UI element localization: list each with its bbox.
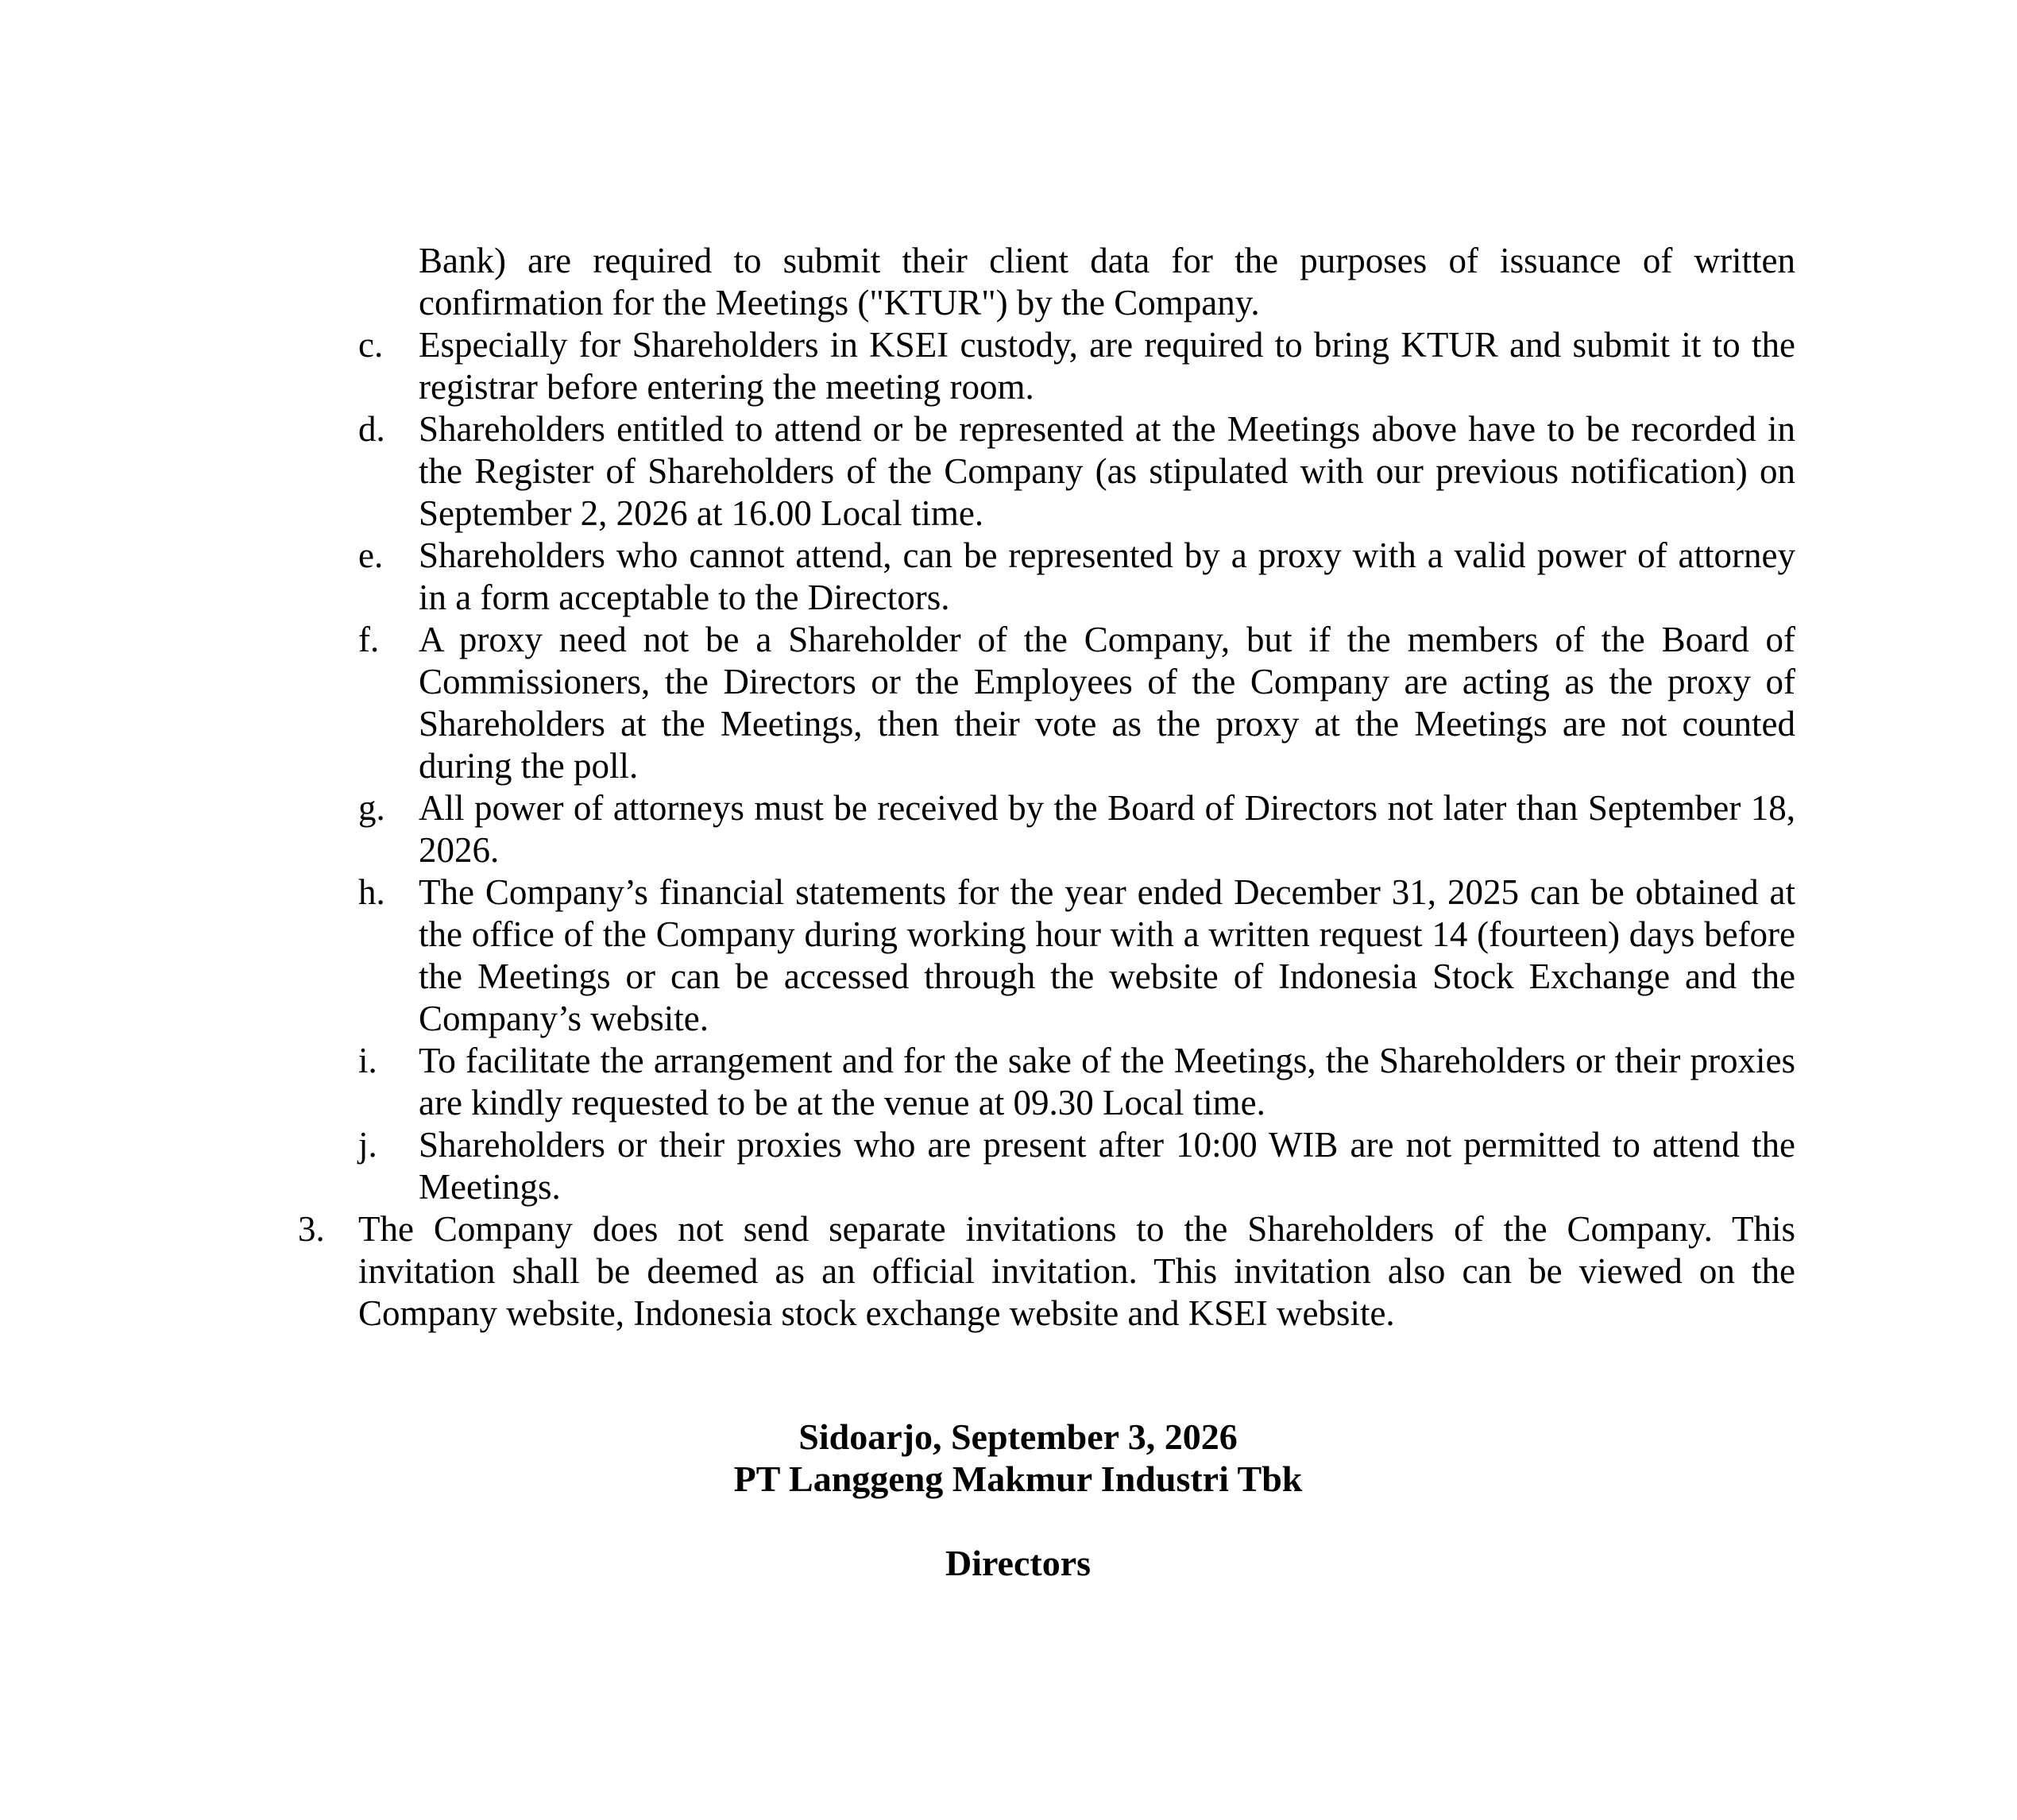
list-item (358, 871, 1795, 1040)
numbered-item (298, 1208, 1795, 1335)
item-label: h. (358, 872, 385, 912)
item-text: The Company’s financial statements for the year ended December 31, 2025 can be obtained at the office of the Company during working hour with a written request 14 (fourteen) days before the Meetings or can be accessed through the website of Indonesia Stock Exchange and the Company’s website. (419, 872, 1795, 1038)
item-text: To facilitate the arrangement and for the sake of the Meetings, the Shareholders or their proxies are kindly requested to be at the venue at 09.30 Local time. (419, 1041, 1795, 1123)
signature-spacer (298, 1500, 1738, 1542)
list-item (358, 1040, 1795, 1124)
list-item (358, 535, 1795, 619)
list-item (358, 408, 1795, 535)
item-number: 3. (298, 1209, 325, 1249)
item-label: g. (358, 788, 385, 828)
continuation-paragraph: Bank) are required to submit their client data for the purposes of issuance of written confirmation for the Meetings ("KTUR") by the Company. (419, 241, 1795, 323)
item-label: f. (358, 620, 380, 659)
item-label: e. (358, 535, 384, 575)
signature-block (298, 1416, 1738, 1584)
list-item (358, 787, 1795, 871)
signatory-role: Directors (945, 1543, 1092, 1583)
place-date: Sidoarjo, September 3, 2026 (798, 1416, 1238, 1457)
item-label: i. (358, 1041, 377, 1080)
list-item (358, 324, 1795, 408)
item-label: d. (358, 409, 385, 449)
item-text: A proxy need not be a Shareholder of the Company, but if the members of the Board of Commissioners, the Directors or the Employees of the Company are acting as the proxy of Shareholders at the Meetings, then their vote as the proxy at the Meetings are not counted during the poll. (419, 620, 1795, 786)
list-item (358, 1124, 1795, 1208)
item-text: Especially for Shareholders in KSEI custody, are required to bring KTUR and submit it to the registrar before entering the meeting room. (419, 325, 1795, 407)
company-name: PT Langgeng Makmur Industri Tbk (733, 1459, 1303, 1499)
document-body (298, 240, 1795, 1335)
item-text: The Company does not send separate invitations to the Shareholders of the Company. This invitation shall be deemed as an official invitation. This invitation also can be viewed on the Company website, Indonesia stock exchange website and KSEI website. (358, 1209, 1795, 1333)
list-item (358, 619, 1795, 787)
sub-item-list (358, 324, 1795, 1208)
item-text: Shareholders who cannot attend, can be represented by a proxy with a valid power of attorney in a form acceptable to the Directors. (419, 535, 1795, 617)
item-label: c. (358, 325, 384, 365)
item-text: Shareholders or their proxies who are present after 10:00 WIB are not permitted to attend the Meetings. (419, 1125, 1795, 1207)
item-text: Shareholders entitled to attend or be represented at the Meetings above have to be recorded in the Register of Shareholders of the Company (as stipulated with our previous notification) on September 2, 2026 at 16.00 Local time. (419, 409, 1795, 533)
item-text: All power of attorneys must be received by the Board of Directors not later than September 18, 2026. (419, 788, 1795, 870)
item-label: j. (358, 1125, 377, 1165)
